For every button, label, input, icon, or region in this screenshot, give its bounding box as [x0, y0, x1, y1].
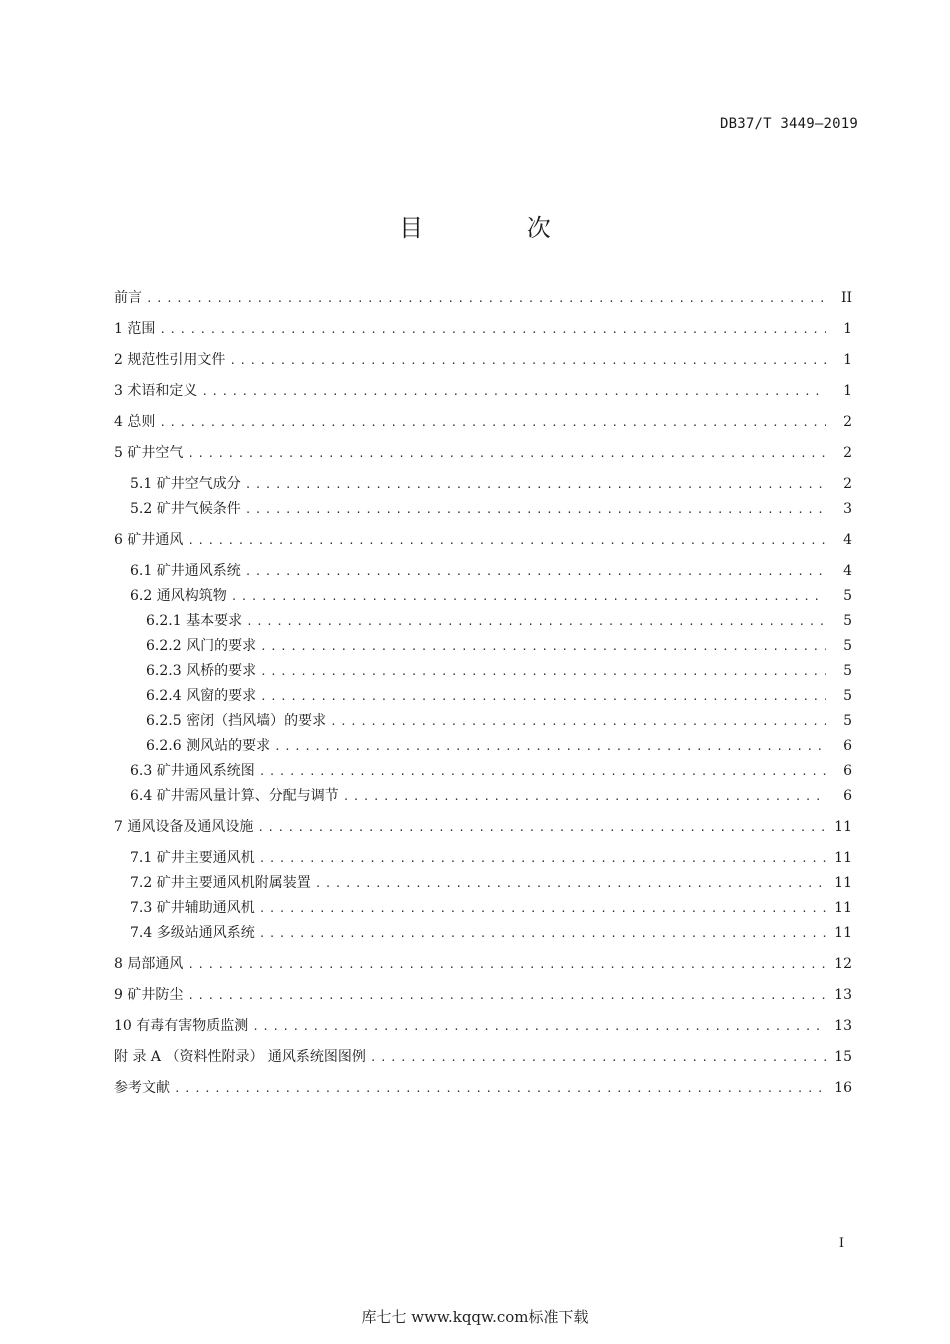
toc-entry-label: 7.2 矿井主要通风机附属装置: [130, 875, 311, 891]
toc-leader-dots: [330, 709, 826, 734]
toc-entry-label: 2 规范性引用文件: [114, 352, 226, 368]
toc-entry[interactable]: [114, 896, 852, 921]
toc-entry[interactable]: [114, 286, 852, 311]
toc-entry-page: 1: [843, 383, 852, 399]
toc-entry[interactable]: [114, 846, 852, 871]
toc-entry[interactable]: [114, 559, 852, 584]
toc-entry-page: 2: [843, 414, 852, 430]
toc-leader-dots: [259, 896, 826, 921]
toc-entry-page: 1: [843, 321, 852, 337]
toc-entry-label: 8 局部通风: [114, 956, 184, 972]
toc-entry-page: 3: [843, 501, 852, 517]
toc-entry-page: 11: [834, 819, 852, 835]
toc-entry[interactable]: [114, 584, 852, 609]
toc-entry[interactable]: [114, 784, 852, 809]
toc-entry-page: 6: [843, 788, 852, 804]
page-folio: I: [838, 1236, 844, 1251]
toc-entry-page: 12: [834, 956, 852, 972]
toc-leader-dots: [229, 348, 826, 373]
toc-leader-dots: [259, 846, 826, 871]
toc-entry[interactable]: [114, 410, 852, 435]
toc-entry-label: 7.1 矿井主要通风机: [130, 850, 255, 866]
toc-entry-label: 5.2 矿井气候条件: [130, 501, 241, 517]
toc-leader-dots: [201, 379, 826, 404]
toc-entry-label: 4 总则: [114, 414, 156, 430]
toc-leader-dots: [187, 528, 826, 553]
toc-entry-page: 15: [834, 1049, 852, 1065]
toc-entry[interactable]: [114, 684, 852, 709]
toc-leader-dots: [246, 609, 826, 634]
toc-entry-page: II: [840, 290, 852, 306]
toc-entry-label: 6.2.1 基本要求: [146, 613, 243, 629]
toc-entry-label: 5.1 矿井空气成分: [130, 476, 241, 492]
toc-leader-dots: [315, 871, 826, 896]
toc-entry-page: 5: [843, 713, 852, 729]
toc-entry-page: 5: [843, 588, 852, 604]
toc-entry[interactable]: [114, 709, 852, 734]
toc-entry-label: 6 矿井通风: [114, 532, 184, 548]
toc-entry[interactable]: [114, 734, 852, 759]
toc-entry-page: 11: [834, 850, 852, 866]
toc-entry-page: 13: [834, 1018, 852, 1034]
toc-entry-label: 6.3 矿井通风系统图: [130, 763, 255, 779]
toc-entry-label: 6.4 矿井需风量计算、分配与调节: [130, 788, 339, 804]
toc-entry-label: 6.2 通风构筑物: [130, 588, 227, 604]
toc-entry-page: 11: [834, 900, 852, 916]
toc-entry-page: 16: [834, 1080, 852, 1096]
toc-leader-dots: [159, 317, 826, 342]
toc-leader-dots: [257, 815, 826, 840]
toc-leader-dots: [259, 921, 826, 946]
toc-entry-page: 6: [843, 763, 852, 779]
toc-entry-page: 11: [834, 875, 852, 891]
toc-entry-page: 13: [834, 987, 852, 1003]
toc-entry-label: 10 有毒有害物质监测: [114, 1018, 249, 1034]
toc-entry-label: 7.3 矿井辅助通风机: [130, 900, 255, 916]
toc-entry-page: 2: [843, 476, 852, 492]
toc-leader-dots: [343, 784, 826, 809]
toc-entry-label: 5 矿井空气: [114, 445, 184, 461]
toc-entry[interactable]: [114, 1045, 852, 1070]
toc-leader-dots: [187, 952, 826, 977]
toc-leader-dots: [187, 441, 826, 466]
toc-leader-dots: [245, 497, 826, 522]
toc-entry[interactable]: [114, 952, 852, 977]
toc-entry[interactable]: [114, 815, 852, 840]
toc-leader-dots: [259, 759, 826, 784]
toc-entry[interactable]: [114, 379, 852, 404]
toc-entry-page: 4: [843, 532, 852, 548]
toc-entry[interactable]: [114, 759, 852, 784]
toc-entry-label: 7 通风设备及通风设施: [114, 819, 254, 835]
toc-entry-page: 2: [843, 445, 852, 461]
toc-entry[interactable]: [114, 528, 852, 553]
toc-entry-label: 1 范围: [114, 321, 156, 337]
download-watermark: 库七七 www.kqqw.com标准下载: [361, 1308, 589, 1326]
toc-entry-label: 9 矿井防尘: [114, 987, 184, 1003]
toc-leader-dots: [370, 1045, 826, 1070]
toc-entry-label: 参考文献: [114, 1080, 170, 1096]
toc-leader-dots: [260, 659, 826, 684]
toc-leader-dots: [146, 286, 826, 311]
toc-entry[interactable]: [114, 659, 852, 684]
toc-entry[interactable]: [114, 634, 852, 659]
toc-leader-dots: [159, 410, 826, 435]
toc-entry-label: 6.2.5 密闭（挡风墙）的要求: [146, 713, 327, 729]
toc-entry[interactable]: [114, 472, 852, 497]
toc-entry-page: 5: [843, 638, 852, 654]
toc-entry[interactable]: [114, 871, 852, 896]
toc-entry[interactable]: [114, 317, 852, 342]
page-title: 目 次: [399, 214, 599, 242]
toc-entry-page: 6: [843, 738, 852, 754]
toc-leader-dots: [252, 1014, 826, 1039]
standard-code: DB37/T 3449—2019: [719, 116, 858, 132]
toc-entry[interactable]: [114, 609, 852, 634]
toc-entry-label: 3 术语和定义: [114, 383, 198, 399]
toc-entry[interactable]: [114, 441, 852, 466]
toc-entry-page: 11: [834, 925, 852, 941]
toc-entry-label: 6.2.3 风桥的要求: [146, 663, 257, 679]
toc-leader-dots: [274, 734, 826, 759]
toc-entry-label: 6.2.2 风门的要求: [146, 638, 257, 654]
toc-entry-page: 1: [843, 352, 852, 368]
toc-entry-label: 6.2.4 风窗的要求: [146, 688, 257, 704]
toc-entry[interactable]: [114, 921, 852, 946]
toc-entry-page: 4: [843, 563, 852, 579]
toc-leader-dots: [231, 584, 826, 609]
toc-leader-dots: [174, 1076, 826, 1101]
toc-entry-page: 5: [843, 663, 852, 679]
toc-leader-dots: [260, 684, 826, 709]
toc-entry-page: 5: [843, 613, 852, 629]
toc-entry-label: 前言: [114, 290, 142, 306]
toc-entry[interactable]: [114, 497, 852, 522]
toc-leader-dots: [260, 634, 826, 659]
toc-entry[interactable]: [114, 1076, 852, 1101]
toc-leader-dots: [245, 472, 826, 497]
toc-entry[interactable]: [114, 1014, 852, 1039]
toc-entry-label: 附 录 A （资料性附录） 通风系统图图例: [114, 1049, 366, 1065]
toc-leader-dots: [187, 983, 826, 1008]
toc-entry-label: 6.2.6 测风站的要求: [146, 738, 271, 754]
toc-entry-page: 5: [843, 688, 852, 704]
toc-entry[interactable]: [114, 348, 852, 373]
toc-leader-dots: [245, 559, 826, 584]
toc-entry-label: 6.1 矿井通风系统: [130, 563, 241, 579]
toc-entry-label: 7.4 多级站通风系统: [130, 925, 255, 941]
toc-entry[interactable]: [114, 983, 852, 1008]
table-of-contents: [114, 286, 852, 1101]
